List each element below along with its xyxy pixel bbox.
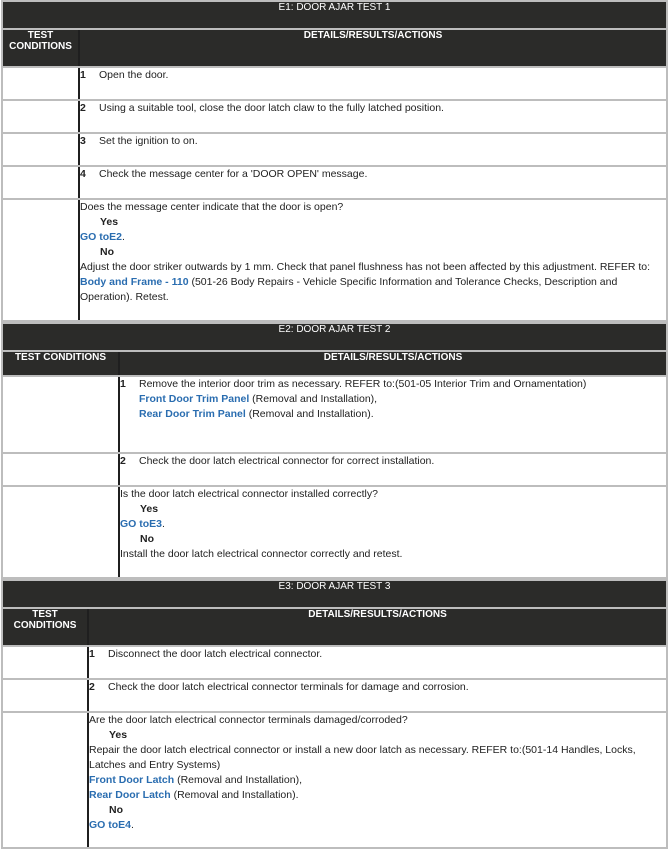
no-label: No	[140, 533, 154, 545]
e3-table	[1, 579, 668, 849]
e2-title: E2: DOOR AJAR TEST 2	[2, 323, 667, 351]
step-2: 2 Check the door latch electrical connector terminals for damage and corrosion.	[88, 679, 667, 712]
yes-label: Yes	[100, 216, 119, 228]
conditions-cell	[2, 646, 88, 679]
no-label: No	[100, 246, 114, 258]
test-conditions-header: TEST CONDITIONS	[2, 29, 79, 67]
step-4: 4 Check the message center for a 'DOOR OPEN' message.	[79, 166, 667, 199]
goto-e3-link[interactable]: GO toE3	[120, 518, 163, 530]
step-1: 1 Remove the interior door trim as necessary. REFER to:(501-05 Interior Trim and Ornamentation) Front Door Trim Panel (Removal and Installation), Rear Door Trim Panel (Removal and Installation).	[119, 376, 667, 453]
yes-action: Repair the door latch electrical connector or install a new door latch as necessary. REFER to:(501-14 Handles, Locks, Latches and Entry Systems)	[89, 744, 636, 771]
yes-label: Yes	[140, 503, 159, 515]
body-and-frame-link[interactable]: Body and Frame - 110	[80, 276, 189, 288]
e2-table	[1, 322, 668, 579]
rear-door-latch-link[interactable]: Rear Door Latch	[89, 789, 171, 801]
no-label: No	[109, 804, 123, 816]
e2-result: Is the door latch electrical connector installed correctly? Yes GO toE3. No Install the door latch electrical connector correctly and retest.	[119, 486, 667, 578]
details-header: DETAILS/RESULTS/ACTIONS	[79, 29, 667, 67]
step-2: 2 Using a suitable tool, close the door latch claw to the fully latched position.	[79, 100, 667, 133]
conditions-cell	[2, 486, 119, 578]
step-2: 2 Check the door latch electrical connector for correct installation.	[119, 453, 667, 486]
conditions-cell	[2, 100, 79, 133]
e1-title: E1: DOOR AJAR TEST 1	[2, 1, 667, 29]
conditions-cell	[2, 376, 119, 453]
question: Are the door latch electrical connector terminals damaged/corroded?	[89, 714, 408, 726]
question: Is the door latch electrical connector installed correctly?	[120, 488, 378, 500]
details-header: DETAILS/RESULTS/ACTIONS	[88, 608, 667, 646]
question: Does the message center indicate that the door is open?	[80, 201, 344, 213]
front-door-latch-link[interactable]: Front Door Latch	[89, 774, 175, 786]
step-1: 1 Open the door.	[79, 67, 667, 100]
conditions-cell	[2, 679, 88, 712]
conditions-cell	[2, 67, 79, 100]
e1-result: Does the message center indicate that the door is open? Yes GO toE2. No Adjust the door striker outwards by 1 mm. Check that panel flushness has not been affected by this adjustment. REFER to: Body and Frame - 110 (501-26 Body Repairs - Vehicle Specific Information and Tolerance Checks, Description and Operation). Retest.	[79, 199, 667, 321]
step-3: 3 Set the ignition to on.	[79, 133, 667, 166]
yes-label: Yes	[109, 729, 128, 741]
conditions-cell	[2, 712, 88, 848]
conditions-cell	[2, 166, 79, 199]
e3-title: E3: DOOR AJAR TEST 3	[2, 580, 667, 608]
details-header: DETAILS/RESULTS/ACTIONS	[119, 351, 667, 376]
e3-result: Are the door latch electrical connector terminals damaged/corroded? Yes Repair the door latch electrical connector or install a new door latch as necessary. REFER to:(501-14 Handles, Locks, Latches and Entry Systems) Front Door Latch (Removal and Installation), Rear Door Latch (Removal and Installation). No GO toE4.	[88, 712, 667, 848]
no-action: Adjust the door striker outwards by 1 mm. Check that panel flushness has not been affected by this adjustment. REFER to: Body and Frame - 110 (501-26 Body Repairs - Vehicle Specific Information and Tolerance Checks, Description and Operation). Retest.	[80, 261, 651, 303]
conditions-cell	[2, 133, 79, 166]
front-door-trim-panel-link[interactable]: Front Door Trim Panel	[139, 393, 250, 405]
rear-door-trim-panel-link[interactable]: Rear Door Trim Panel	[139, 408, 246, 420]
e1-table	[1, 0, 668, 322]
goto-e4-link[interactable]: GO toE4	[89, 819, 132, 831]
conditions-cell	[2, 199, 79, 321]
no-action: Install the door latch electrical connector correctly and retest.	[120, 548, 403, 560]
conditions-cell	[2, 453, 119, 486]
step-1: 1 Disconnect the door latch electrical connector.	[88, 646, 667, 679]
test-conditions-header: TEST CONDITIONS	[2, 608, 88, 646]
test-conditions-header: TEST CONDITIONS	[2, 351, 119, 376]
goto-e2-link[interactable]: GO toE2	[80, 231, 123, 243]
